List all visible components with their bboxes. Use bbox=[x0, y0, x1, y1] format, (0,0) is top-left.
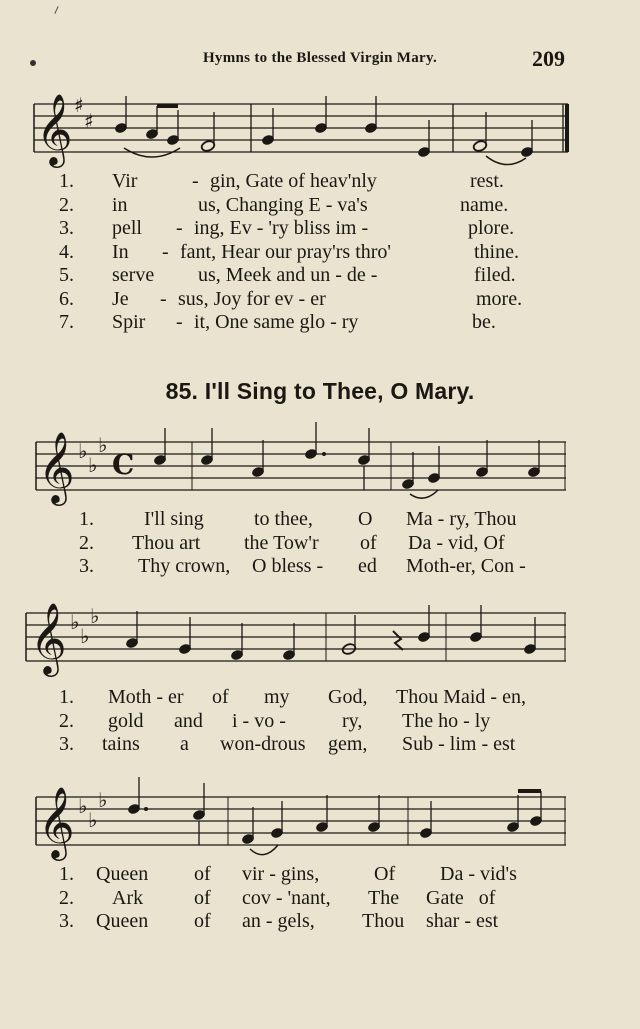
svg-text:♭: ♭ bbox=[98, 433, 108, 457]
verse-line: 1. Moth - er of my God, Thou Maid - en, bbox=[52, 686, 592, 710]
verse-line: 2. Thou art the Tow'r of Da - vid, Of bbox=[72, 532, 592, 556]
verse-line: 6. Je - sus, Joy for ev - er more. bbox=[52, 288, 612, 312]
svg-text:♭: ♭ bbox=[88, 453, 98, 477]
page-number: 209 bbox=[532, 46, 565, 71]
verse-line: 3. tains a won-drous gem, Sub - lim - est bbox=[52, 733, 592, 757]
verse-number: 2. bbox=[59, 709, 74, 732]
verse-line: 3. pell - ing, Ev - 'ry bliss im - plore. bbox=[52, 217, 612, 241]
verse-number: 6. bbox=[59, 287, 74, 310]
verse-number: 3. bbox=[59, 910, 74, 932]
verse-line: 3. Thy crown, O bless - ed Moth-er, Con - bbox=[72, 555, 592, 579]
verse-line: 1. Queen of vir - gins, Of Da - vid's bbox=[52, 863, 592, 887]
verse-number: 1. bbox=[59, 863, 74, 885]
verse-line: 2. Ark of cov - 'nant, The Gate of bbox=[52, 887, 592, 911]
svg-text:♯: ♯ bbox=[84, 109, 94, 133]
verse-number: 2. bbox=[59, 886, 74, 909]
svg-text:♭: ♭ bbox=[78, 794, 88, 818]
svg-text:♭: ♭ bbox=[78, 439, 88, 463]
verse-number: 2. bbox=[59, 193, 74, 216]
hymn-title: 85. I'll Sing to Thee, O Mary. bbox=[165, 378, 475, 404]
svg-text:𝄞: 𝄞 bbox=[36, 92, 73, 165]
verse-line: 1. I'll sing to thee, O Ma - ry, Thou bbox=[72, 508, 592, 532]
verse-number: 7. bbox=[59, 311, 74, 333]
verses-block-4 bbox=[52, 863, 592, 934]
svg-text:♯: ♯ bbox=[74, 93, 84, 117]
verse-line: 4. In - fant, Hear our pray'rs thro' thine. bbox=[52, 241, 612, 265]
verse-line: 2. in us, Changing E - va's name. bbox=[52, 194, 612, 218]
verse-line: 1. Vir - gin, Gate of heav'nly rest. bbox=[52, 170, 612, 194]
verse-line: 7. Spir - it, One same glo - ry be. bbox=[52, 311, 612, 335]
verse-number: 1. bbox=[79, 508, 94, 530]
verse-number: 4. bbox=[59, 240, 74, 263]
svg-text:𝄞: 𝄞 bbox=[38, 785, 75, 858]
verse-number: 3. bbox=[79, 555, 94, 577]
verse-line: 5. serve us, Meek and un - de - filed. bbox=[52, 264, 612, 288]
svg-text:♭: ♭ bbox=[70, 610, 80, 634]
svg-text:♭: ♭ bbox=[90, 604, 100, 628]
verse-number: 3. bbox=[59, 733, 74, 755]
svg-text:𝄞: 𝄞 bbox=[38, 430, 75, 503]
verse-number: 5. bbox=[59, 264, 74, 286]
svg-text:♭: ♭ bbox=[88, 808, 98, 832]
verse-number: 1. bbox=[59, 170, 74, 192]
running-header: Hymns to the Blessed Virgin Mary. bbox=[202, 50, 438, 66]
verse-number: 1. bbox=[59, 686, 74, 708]
svg-text:𝄞: 𝄞 bbox=[30, 601, 67, 674]
verse-line: 3. Queen of an - gels, Thou shar - est bbox=[52, 910, 592, 934]
verse-line: 2. gold and i - vo - ry, The ho - ly bbox=[52, 710, 592, 734]
svg-text:♭: ♭ bbox=[80, 624, 90, 648]
svg-text:C: C bbox=[112, 448, 135, 481]
verse-number: 3. bbox=[59, 217, 74, 239]
svg-text:♭: ♭ bbox=[98, 788, 108, 812]
verse-number: 2. bbox=[79, 531, 94, 554]
